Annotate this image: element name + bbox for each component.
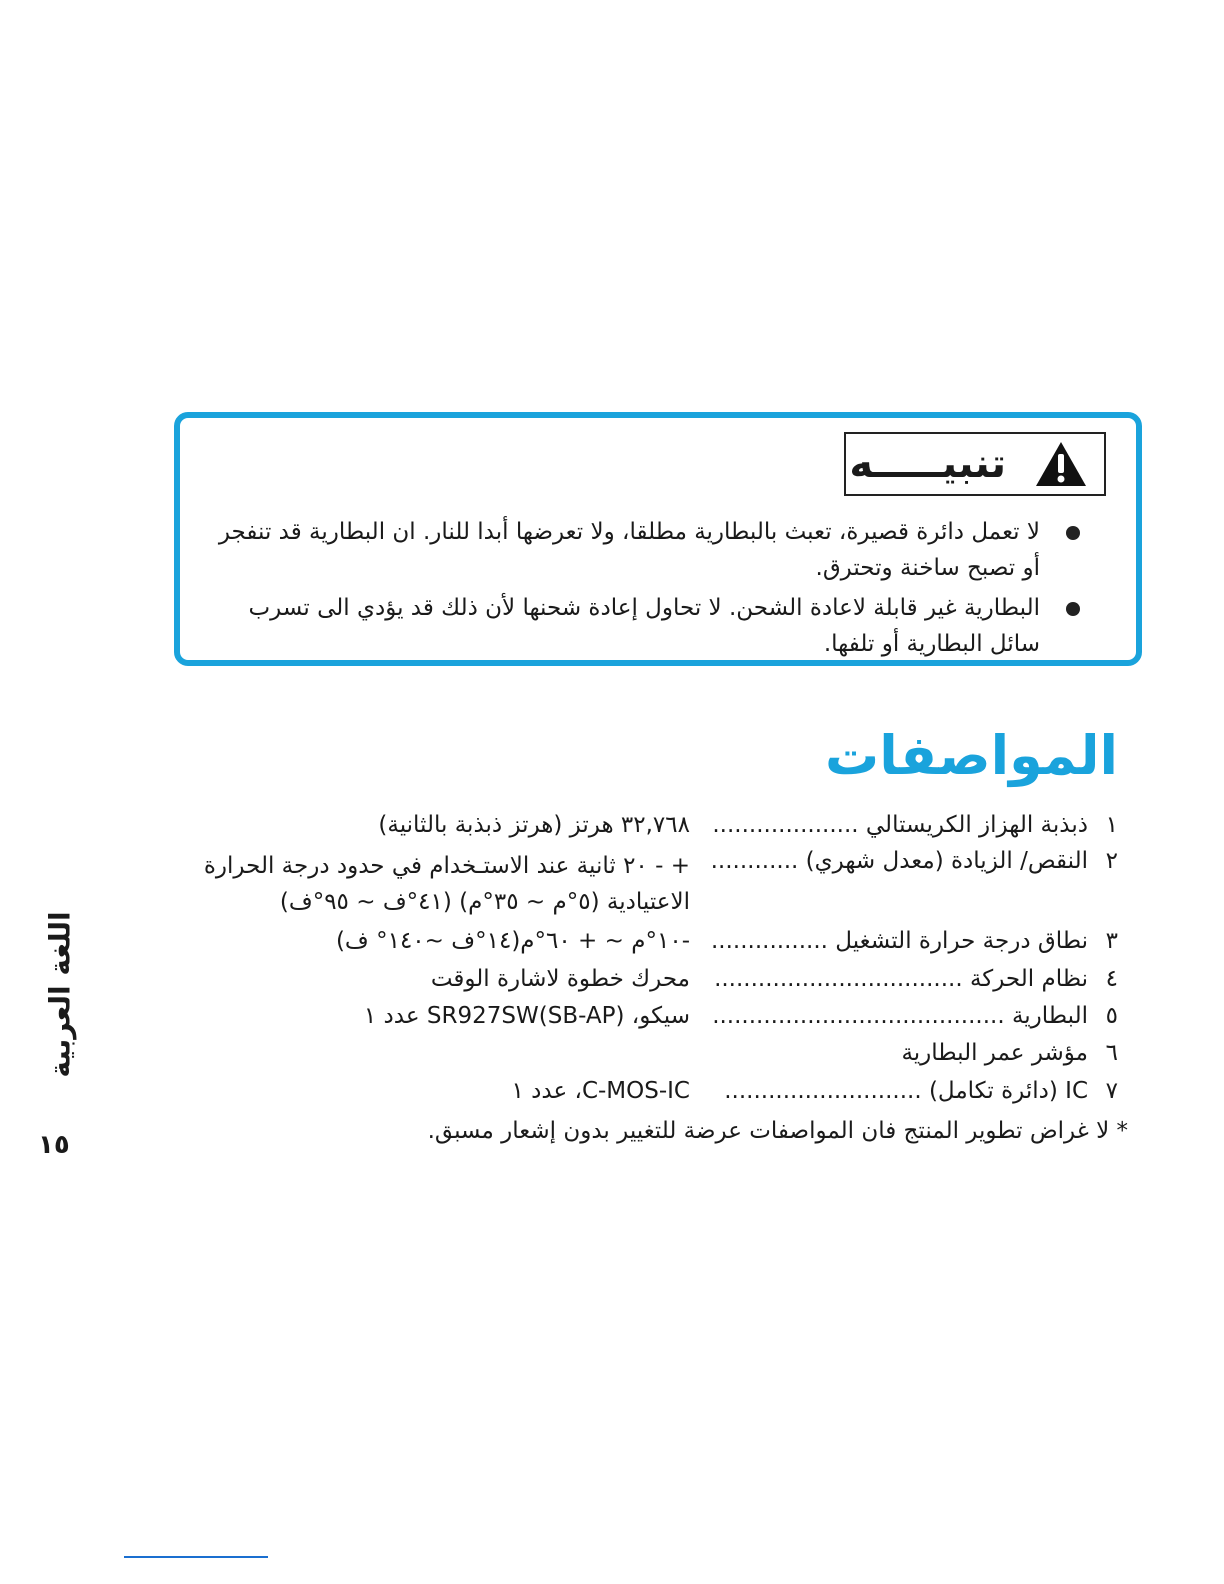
spec-row	[0, 848, 1224, 920]
spec-number: ١	[1105, 812, 1118, 838]
spec-row	[0, 1040, 1224, 1076]
spec-value: ٣٢,٧٦٨ هرتز (هرتز ذبذبة بالثانية)	[378, 812, 690, 838]
footer-divider	[124, 1556, 268, 1558]
spec-value: C-MOS-IC، عدد ١	[511, 1078, 690, 1104]
spec-row	[0, 928, 1224, 964]
spec-label: ذبذبة الهزاز الكريستالي ....................	[712, 812, 1088, 838]
spec-row	[0, 966, 1224, 1002]
spec-value: سيكو، SR927SW(SB-AP) عدد ١	[363, 1003, 690, 1029]
spec-number: ٢	[1105, 848, 1118, 874]
spec-number: ٦	[1105, 1040, 1118, 1066]
spec-label: البطارية ........................................	[712, 1003, 1088, 1029]
caution-title: تنبيـــــه	[849, 441, 1006, 487]
spec-value: + - ٢٠ ثانية عند الاستـخدام في حدود درجة الحرارة الاعتيادية (٥°م ~ ٣٥°م) (٤١°ف ~ ٩٥°ف)	[203, 853, 690, 915]
caution-header	[844, 432, 1106, 496]
spec-number: ٧	[1105, 1078, 1118, 1104]
spec-label: نظام الحركة ..................................	[714, 966, 1088, 992]
bullet-icon	[1066, 526, 1080, 540]
spec-label: مؤشر عمر البطارية	[901, 1040, 1088, 1066]
page-number: ١٥	[38, 1130, 70, 1160]
caution-item	[200, 590, 1080, 662]
language-side-label	[20, 904, 100, 1084]
caution-item-text: البطارية غير قابلة لاعادة الشحن. لا تحاول إعادة شحنها لأن ذلك قد يؤدي الى تسرب سائل البطارية أو تلفها.	[248, 595, 1040, 657]
spec-row	[0, 812, 1224, 848]
caution-item	[200, 514, 1080, 586]
caution-box	[174, 412, 1142, 666]
spec-label: IC (دائرة تكامل) ...........................	[724, 1078, 1088, 1104]
spec-value: محرك خطوة لاشارة الوقت	[430, 966, 690, 992]
caution-item-text: لا تعمل دائرة قصيرة، تعبث بالبطارية مطلقا، ولا تعرضها أبدا للنار. ان البطارية قد تنفجر أو تصبح ساخنة وتحترق.	[218, 519, 1040, 581]
warning-triangle-icon	[1034, 440, 1088, 488]
spec-label: نطاق درجة حرارة التشغيل ................	[710, 928, 1088, 954]
spec-row	[0, 1078, 1224, 1114]
specs-title: المواصفات	[825, 724, 1118, 787]
spec-number: ٥	[1105, 1003, 1118, 1029]
language-label-text: اللغة العربية	[43, 910, 77, 1078]
bullet-icon	[1066, 602, 1080, 616]
spec-row	[0, 1003, 1224, 1039]
specs-note: * لا غراض تطوير المنتج فان المواصفات عرضة للتغيير بدون إشعار مسبق.	[427, 1118, 1128, 1144]
spec-number: ٤	[1105, 966, 1118, 992]
spec-label: النقص/ الزيادة (معدل شهري) ............	[710, 848, 1088, 874]
spec-value: -١٠°م ~ + ٦٠°م(١٤°ف ~١٤٠° ف)	[335, 928, 690, 954]
spec-number: ٣	[1105, 928, 1118, 954]
caution-list	[200, 514, 1080, 666]
